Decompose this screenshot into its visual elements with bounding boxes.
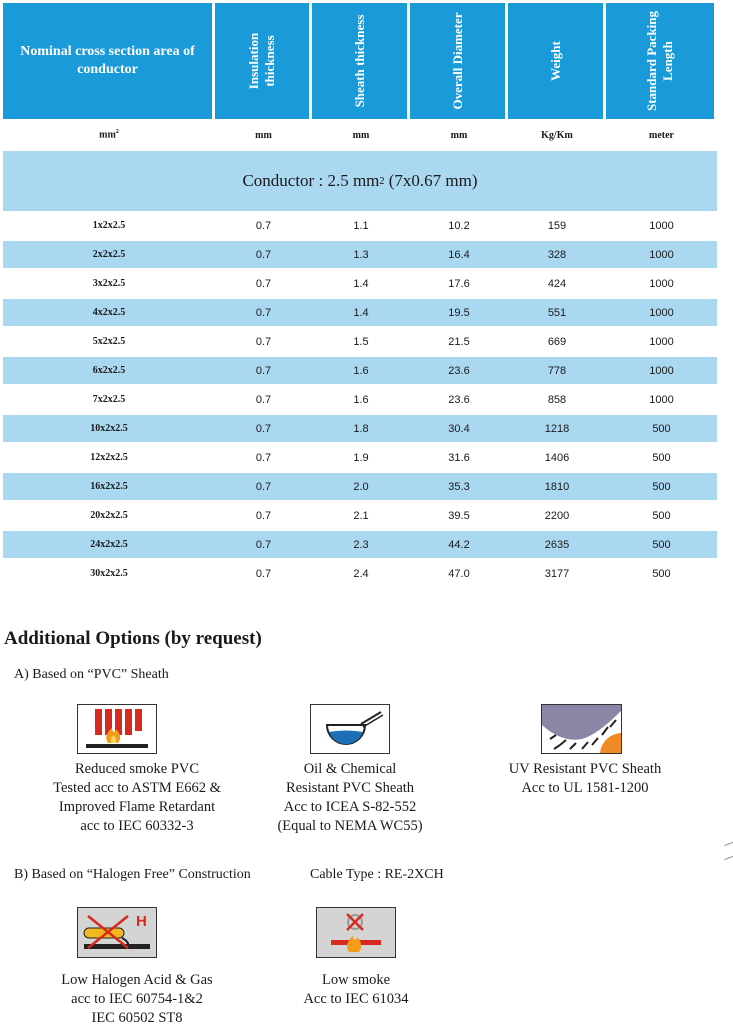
low-halogen-caption: Low Halogen Acid & Gas acc to IEC 60754-1&2 IEC 60502 ST8: [61, 972, 213, 1026]
value-cell: 3177: [544, 567, 570, 580]
uv-resistant-caption: UV Resistant PVC Sheath Acc to UL 1581-1200: [508, 761, 662, 796]
section-a-label: A) Based on “PVC” Sheath: [14, 667, 169, 682]
cable-type-label: Cable Type : RE-2XCH: [310, 867, 444, 882]
cable-spec-table: [3, 3, 717, 588]
unit-insulation: mm: [255, 129, 272, 141]
value-cell: 1.1: [353, 219, 369, 232]
value-cell: 858: [547, 393, 567, 406]
value-cell: 16.4: [448, 248, 470, 261]
value-cell: 0.7: [255, 335, 272, 348]
unit-cross-section: $mm^2$: [99, 129, 119, 141]
units-row: [3, 119, 717, 151]
value-cell: 500: [652, 538, 671, 551]
section-b-label: B) Based on “Halogen Free” Construction: [14, 867, 251, 882]
value-cell: 1000: [649, 277, 674, 290]
value-cell: 1000: [649, 248, 674, 261]
cable-size-cell: 1x2x2.5: [92, 220, 126, 231]
options-title: Additional Options (by request): [4, 628, 262, 649]
header-weight: Weight: [508, 3, 603, 119]
unit-sheath: mm: [352, 129, 370, 141]
cable-size-cell: 12x2x2.5: [90, 452, 128, 463]
unit-packing: meter: [649, 129, 674, 141]
value-cell: 0.7: [255, 248, 272, 261]
cable-size-cell: 7x2x2.5: [92, 394, 126, 405]
value-cell: 500: [652, 422, 671, 435]
value-cell: 39.5: [448, 509, 470, 522]
value-cell: 2.1: [353, 509, 369, 522]
value-cell: 2635: [544, 538, 570, 551]
svg-text:H: H: [136, 913, 147, 930]
table-row: [3, 269, 717, 298]
value-cell: 500: [652, 451, 671, 464]
value-cell: 551: [547, 306, 567, 319]
value-cell: 1000: [649, 364, 674, 377]
header-diameter: Overall Diameter: [410, 3, 505, 119]
value-cell: 2200: [544, 509, 570, 522]
value-cell: 1218: [544, 422, 570, 435]
cable-size-cell: 2x2x2.5: [92, 249, 126, 260]
table-row: [3, 211, 717, 240]
table-header: [3, 3, 717, 119]
table-row: [3, 530, 717, 559]
value-cell: 2.4: [353, 567, 369, 580]
header-insulation: Insulation thickness: [215, 3, 309, 119]
oil-chemical-icon: [310, 704, 390, 754]
oil-chemical-caption: Oil & Chemical Resistant PVC Sheath Acc to ICEA S-82-552 (Equal to NEMA WC55): [277, 761, 423, 834]
value-cell: 328: [547, 248, 567, 261]
header-sheath: Sheath thickness: [312, 3, 407, 119]
value-cell: 35.3: [448, 480, 470, 493]
value-cell: 1.4: [353, 306, 369, 319]
table-row: [3, 414, 717, 443]
cable-size-cell: 20x2x2.5: [90, 510, 128, 521]
value-cell: 1.9: [353, 451, 369, 464]
value-cell: 1.6: [353, 364, 369, 377]
table-row: [3, 472, 717, 501]
table-row: [3, 240, 717, 269]
value-cell: 1.6: [353, 393, 369, 406]
value-cell: 1.3: [353, 248, 369, 261]
header-cross-section: Nominal cross section area of conductor: [3, 3, 212, 119]
value-cell: 23.6: [448, 364, 470, 377]
value-cell: 1.4: [353, 277, 369, 290]
value-cell: 500: [652, 509, 671, 522]
cable-size-cell: 4x2x2.5: [92, 307, 126, 318]
low-halogen-icon: [77, 907, 157, 958]
value-cell: 1406: [544, 451, 570, 464]
value-cell: 0.7: [255, 364, 272, 377]
value-cell: 30.4: [448, 422, 470, 435]
value-cell: 0.7: [255, 538, 272, 551]
value-cell: 0.7: [255, 277, 272, 290]
table-row: [3, 443, 717, 472]
table-row: [3, 298, 717, 327]
value-cell: 17.6: [448, 277, 470, 290]
value-cell: 2.3: [353, 538, 369, 551]
unit-weight: Kg/Km: [541, 129, 573, 141]
low-smoke-icon: [316, 907, 396, 958]
value-cell: 500: [652, 567, 671, 580]
table-row: [3, 327, 717, 356]
cable-size-cell: 24x2x2.5: [90, 539, 128, 550]
value-cell: 1000: [649, 306, 674, 319]
value-cell: 47.0: [448, 567, 470, 580]
value-cell: 0.7: [255, 451, 272, 464]
cable-size-cell: 30x2x2.5: [90, 568, 128, 579]
value-cell: 500: [652, 480, 671, 493]
table-body: [3, 211, 717, 588]
value-cell: 2.0: [353, 480, 369, 493]
value-cell: 21.5: [448, 335, 470, 348]
value-cell: 0.7: [255, 393, 272, 406]
page-edge-mark: [724, 841, 733, 846]
value-cell: 23.6: [448, 393, 470, 406]
value-cell: 10.2: [448, 219, 470, 232]
value-cell: 0.7: [255, 306, 272, 319]
cable-size-cell: 10x2x2.5: [90, 423, 128, 434]
value-cell: 31.6: [448, 451, 470, 464]
value-cell: 0.7: [255, 567, 272, 580]
cable-size-cell: 3x2x2.5: [92, 278, 126, 289]
cable-size-cell: 6x2x2.5: [92, 365, 126, 376]
value-cell: 1000: [649, 335, 674, 348]
table-row: [3, 559, 717, 588]
cable-size-cell: 16x2x2.5: [90, 481, 128, 492]
value-cell: 1.8: [353, 422, 369, 435]
reduced-smoke-caption: Reduced smoke PVC Tested acc to ASTM E662 & Improved Flame Retardant acc to IEC 60332-3: [53, 761, 221, 834]
page-edge-mark: [724, 855, 733, 860]
value-cell: 159: [547, 219, 567, 232]
value-cell: 19.5: [448, 306, 470, 319]
table-row: [3, 385, 717, 414]
value-cell: 0.7: [255, 509, 272, 522]
header-packing-length: Standard Packing Length: [606, 3, 714, 119]
table-row: [3, 501, 717, 530]
value-cell: 669: [547, 335, 567, 348]
value-cell: 424: [547, 277, 567, 290]
value-cell: 778: [547, 364, 567, 377]
low-smoke-caption: Low smoke Acc to IEC 61034: [303, 972, 409, 1007]
reduced-smoke-icon: [77, 704, 157, 754]
value-cell: 1000: [649, 393, 674, 406]
value-cell: 0.7: [255, 219, 272, 232]
value-cell: 1.5: [353, 335, 369, 348]
cable-size-cell: 5x2x2.5: [92, 336, 126, 347]
unit-diameter: mm: [450, 129, 468, 141]
value-cell: 0.7: [255, 422, 272, 435]
table-row: [3, 356, 717, 385]
value-cell: 44.2: [448, 538, 470, 551]
uv-resistant-icon: [541, 704, 622, 754]
value-cell: 1810: [544, 480, 570, 493]
value-cell: 1000: [649, 219, 674, 232]
value-cell: 0.7: [255, 480, 272, 493]
conductor-banner: Conductor : 2.5 mm 2 (7x0.67 mm): [3, 151, 717, 211]
